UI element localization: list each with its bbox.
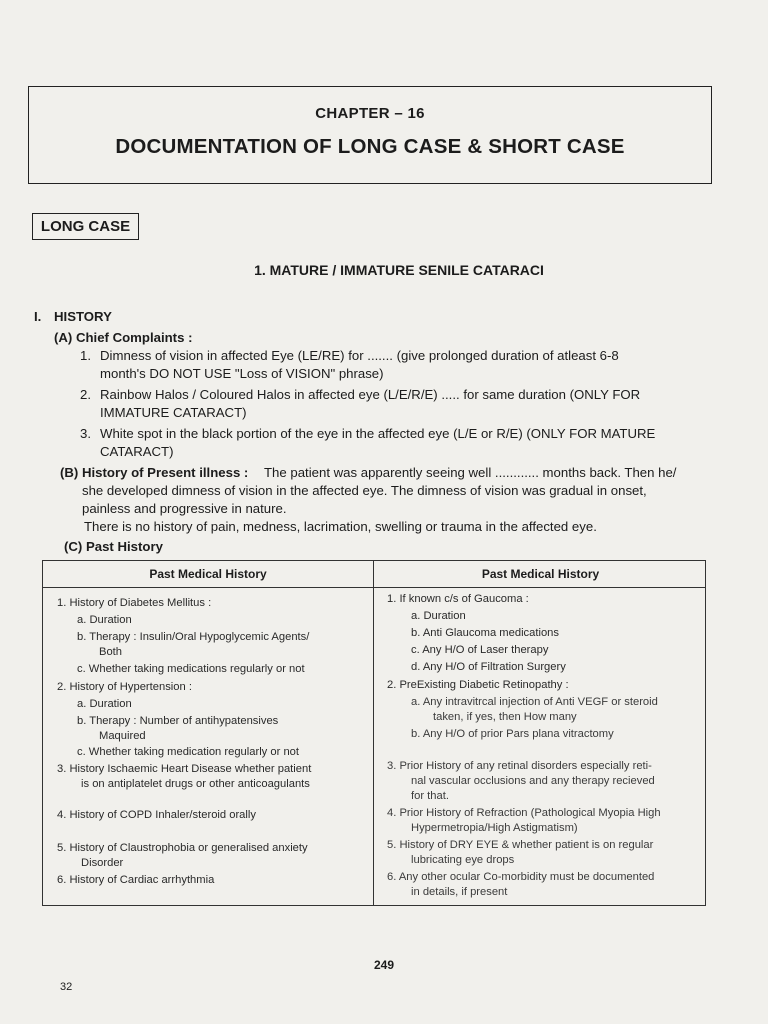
left-item: Disorder: [81, 857, 124, 869]
left-item: c. Whether taking medication regularly or not: [77, 746, 299, 758]
present-illness-line2: she developed dimness of vision in the affected eye. The dimness of vision was gradual in onset,: [82, 483, 647, 498]
right-item: 5. History of DRY EYE & whether patient is on regular: [387, 839, 654, 851]
complaint-2-line1: Rainbow Halos / Coloured Halos in affected eye (L/E/R/E) ..... for same duration (ONLY FOR: [100, 387, 641, 402]
footer-number: 32: [60, 981, 73, 993]
history-heading: HISTORY: [54, 309, 112, 324]
right-item: nal vascular occlusions and any therapy recieved: [411, 775, 655, 787]
case-title: 1. MATURE / IMMATURE SENILE CATARACI: [254, 262, 544, 278]
right-item: 3. Prior History of any retinal disorders especially reti-: [387, 760, 652, 772]
left-item: a. Duration: [77, 698, 132, 710]
history-numeral: I.: [34, 309, 42, 324]
present-illness-line3: painless and progressive in nature.: [82, 501, 287, 516]
left-item: a. Duration: [77, 614, 132, 626]
right-item: d. Any H/O of Filtration Surgery: [411, 661, 566, 673]
right-item: b. Anti Glaucoma medications: [411, 627, 559, 639]
section-label-long-case: LONG CASE: [32, 213, 139, 240]
complaint-1-line2: month's DO NOT USE "Loss of VISION" phrase): [100, 366, 384, 381]
left-item: b. Therapy : Number of antihypatensives: [77, 715, 279, 727]
past-history-heading: (C) Past History: [64, 539, 163, 554]
chief-complaints-heading: (A) Chief Complaints :: [54, 330, 193, 345]
right-item: lubricating eye drops: [411, 854, 515, 866]
table-header-right: Past Medical History: [481, 567, 600, 581]
present-illness-line4: There is no history of pain, medness, lacrimation, swelling or trauma in the affected eye.: [84, 519, 597, 534]
table-column-divider: [373, 561, 374, 905]
right-item: in details, if present: [411, 886, 508, 898]
left-item: 4. History of COPD Inhaler/steroid orally: [57, 809, 256, 821]
right-item: 1. If known c/s of Gaucoma :: [387, 593, 529, 605]
right-item: 2. PreExisting Diabetic Retinopathy :: [387, 679, 569, 691]
left-item: 2. History of Hypertension :: [57, 681, 192, 693]
right-item: Hypermetropia/High Astigmatism): [411, 822, 578, 834]
complaint-1-num: 1.: [80, 348, 91, 363]
chapter-label: CHAPTER – 16: [315, 105, 425, 122]
page-number: 249: [373, 958, 395, 972]
left-item: Both: [99, 646, 123, 658]
left-item: c. Whether taking medications regularly or not: [77, 663, 305, 675]
chapter-title: DOCUMENTATION OF LONG CASE & SHORT CASE: [115, 135, 625, 158]
chapter-header-box: [28, 86, 712, 184]
left-item: 5. History of Claustrophobia or generalised anxiety: [57, 842, 308, 854]
present-illness-label: (B) History of Present illness :: [60, 465, 249, 480]
present-illness-line1: The patient was apparently seeing well ............ months back. Then he/: [264, 465, 677, 480]
complaint-3-line1: White spot in the black portion of the eye in the affected eye (L/E or R/E) (ONLY FOR MATURE: [100, 426, 656, 441]
right-item: c. Any H/O of Laser therapy: [411, 644, 549, 656]
complaint-3-num: 3.: [80, 426, 91, 441]
right-item: a. Duration: [411, 610, 466, 622]
right-item: for that.: [411, 790, 449, 802]
complaint-3-line2: CATARACT): [100, 444, 174, 459]
table-header-divider: [43, 587, 705, 588]
left-item: 6. History of Cardiac arrhythmia: [57, 874, 215, 886]
left-item: 1. History of Diabetes Mellitus :: [57, 597, 212, 609]
right-item: taken, if yes, then How many: [433, 711, 577, 723]
right-item: 6. Any other ocular Co-morbidity must be documented: [387, 871, 655, 883]
complaint-2-line2: IMMATURE CATARACT): [100, 405, 247, 420]
right-item: a. Any intravitrcal injection of Anti VEGF or steroid: [411, 696, 658, 708]
right-item: b. Any H/O of prior Pars plana vitractomy: [411, 728, 614, 740]
left-item: is on antiplatelet drugs or other anticoagulants: [81, 778, 310, 790]
past-medical-history-table: [42, 560, 706, 906]
left-item: Maquired: [99, 730, 146, 742]
right-item: 4. Prior History of Refraction (Pathological Myopia High: [387, 807, 661, 819]
complaint-1-line1: Dimness of vision in affected Eye (LE/RE) for ....... (give prolonged duration of atleast 6-8: [100, 348, 619, 363]
table-header-left: Past Medical History: [149, 567, 267, 581]
left-item: b. Therapy : Insulin/Oral Hypoglycemic Agents/: [77, 631, 310, 643]
complaint-2-num: 2.: [80, 387, 91, 402]
left-item: 3. History Ischaemic Heart Disease whether patient: [57, 763, 312, 775]
